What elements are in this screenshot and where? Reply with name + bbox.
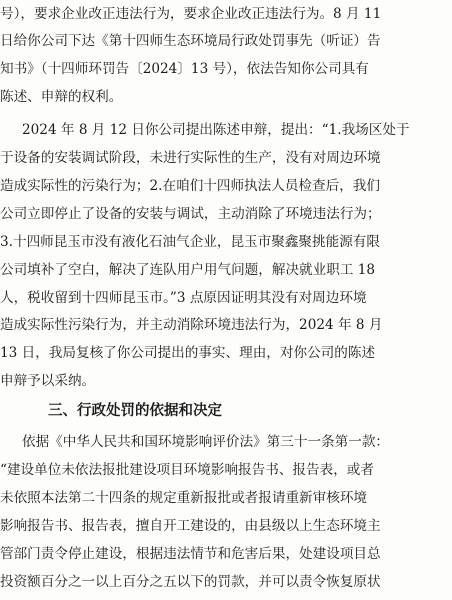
text-line-17: “建设单位未依法报批建设项目环境影响报告书、报告表，或者 bbox=[0, 462, 374, 478]
text-line-7: 造成实际性的污染行为；2.在咱们十四师执法人员检查后，我们 bbox=[0, 178, 380, 194]
text-line-10: 公司填补了空白，解决了连队用户用气问题，解决就业职工 18 bbox=[0, 262, 376, 278]
text-line-13: 13 日，我局复核了你公司提出的事实、理由，对你公司的陈述 bbox=[0, 345, 376, 361]
text-line-11: 人，税收留到十四师昆玉市。”3 点原因证明其没有对周边环境 bbox=[0, 290, 367, 306]
text-line-2: 日给你公司下达《第十四师生态环境局行政处罚事先（听证）告 bbox=[0, 33, 381, 49]
text-line-18: 未依照本法第二十四条的规定重新报批或者报请重新审核环境 bbox=[0, 490, 368, 506]
text-line-8: 公司立即停止了设备的安装与调试，主动消除了环境违法行为； bbox=[0, 206, 381, 222]
text-line-14: 申辩予以采纳。 bbox=[0, 373, 96, 389]
text-line-6: 于设备的安装调试阶段，未进行实际性的生产，没有对周边环境 bbox=[0, 150, 381, 166]
text-line-9: 3.十四师昆玉市没有液化石油气企业，昆玉市聚鑫聚挑能源有限 bbox=[0, 234, 380, 250]
text-line-21: 投资额百分之一以上百分之五以下的罚款，并可以责令恢复原状 bbox=[0, 574, 381, 590]
text-line-1: 号），要求企业改正违法行为，要求企业改正违法行为。8 月 11 bbox=[0, 6, 382, 22]
section-heading: 三、行政处罚的依据和决定 bbox=[48, 403, 222, 419]
text-line-4: 陈述、申辩的权利。 bbox=[0, 89, 123, 105]
text-line-5: 2024 年 8 月 12 日你公司提出陈述申辩，提出：“1.我场区处于 bbox=[22, 122, 410, 138]
text-line-12: 造成实际性污染行为，并主动消除环境违法行为，2024 年 8 月 bbox=[0, 317, 383, 333]
text-line-3: 知书》（十四师环罚告〔2024〕13 号），依法告知你公司具有 bbox=[0, 61, 369, 77]
text-line-20: 管部门责令停止建设，根据违法情节和危害后果，处建设项目总 bbox=[0, 546, 381, 562]
text-line-19: 影响报告书、报告表，擅自开工建设的，由县级以上生态环境主 bbox=[0, 518, 381, 534]
text-line-16: 依据《中华人民共和国环境影响评价法》第三十一条第一款： bbox=[22, 434, 390, 450]
